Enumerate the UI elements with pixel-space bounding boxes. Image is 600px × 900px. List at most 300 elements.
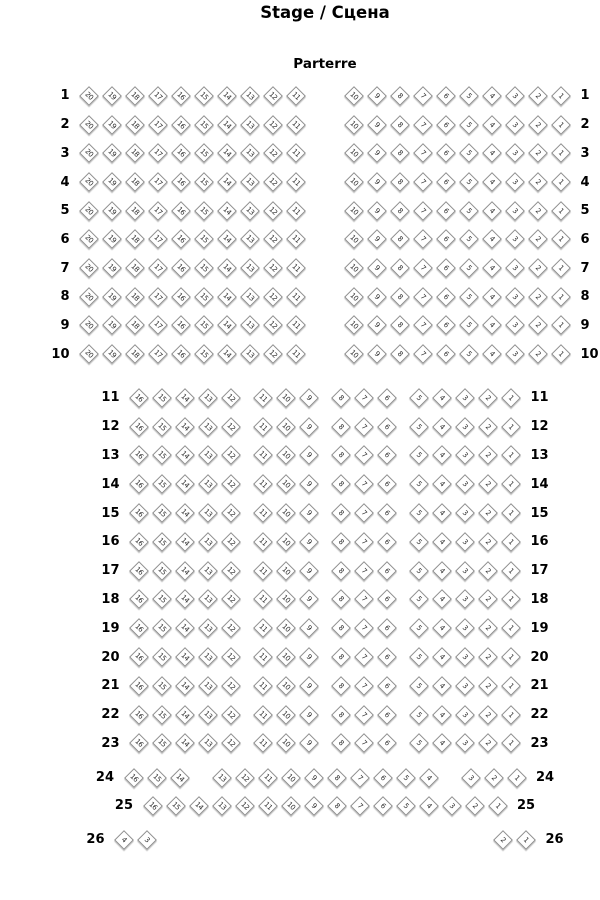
seat[interactable] — [343, 228, 366, 251]
seat[interactable] — [550, 84, 573, 107]
seat[interactable] — [477, 502, 500, 525]
seat[interactable] — [197, 646, 220, 669]
seat[interactable] — [298, 674, 321, 697]
seat[interactable] — [353, 646, 376, 669]
seat[interactable] — [78, 113, 101, 136]
seat[interactable] — [408, 588, 431, 611]
seat[interactable] — [376, 732, 399, 755]
seat[interactable] — [353, 674, 376, 697]
seat[interactable] — [481, 171, 504, 194]
seat[interactable] — [262, 142, 285, 165]
seat[interactable] — [239, 171, 262, 194]
seat[interactable] — [279, 794, 302, 817]
seat[interactable] — [431, 415, 454, 438]
seat[interactable] — [454, 386, 477, 409]
seat[interactable] — [252, 617, 275, 640]
seat[interactable] — [174, 386, 197, 409]
seat[interactable] — [262, 84, 285, 107]
seat[interactable] — [412, 199, 435, 222]
seat[interactable] — [330, 386, 353, 409]
seat[interactable] — [500, 732, 523, 755]
seat[interactable] — [412, 84, 435, 107]
seat[interactable] — [147, 228, 170, 251]
seat[interactable] — [275, 674, 298, 697]
seat[interactable] — [481, 228, 504, 251]
seat[interactable] — [515, 828, 538, 851]
seat[interactable] — [197, 444, 220, 467]
seat[interactable] — [78, 257, 101, 280]
seat[interactable] — [252, 502, 275, 525]
seat[interactable] — [151, 415, 174, 438]
seat[interactable] — [454, 473, 477, 496]
seat[interactable] — [101, 171, 124, 194]
seat[interactable] — [504, 228, 527, 251]
seat[interactable] — [431, 588, 454, 611]
seat[interactable] — [325, 766, 348, 789]
seat[interactable] — [128, 415, 151, 438]
seat[interactable] — [343, 171, 366, 194]
seat[interactable] — [376, 444, 399, 467]
seat[interactable] — [220, 703, 243, 726]
seat[interactable] — [128, 530, 151, 553]
seat[interactable] — [279, 766, 302, 789]
seat[interactable] — [298, 732, 321, 755]
seat[interactable] — [252, 386, 275, 409]
seat[interactable] — [275, 617, 298, 640]
seat[interactable] — [170, 228, 193, 251]
seat[interactable] — [477, 588, 500, 611]
seat[interactable] — [298, 473, 321, 496]
seat[interactable] — [128, 703, 151, 726]
seat[interactable] — [481, 142, 504, 165]
seat[interactable] — [477, 386, 500, 409]
seat[interactable] — [298, 530, 321, 553]
seat[interactable] — [220, 386, 243, 409]
seat[interactable] — [550, 199, 573, 222]
seat[interactable] — [458, 113, 481, 136]
seat[interactable] — [193, 314, 216, 337]
seat[interactable] — [417, 766, 440, 789]
seat[interactable] — [216, 199, 239, 222]
seat[interactable] — [128, 559, 151, 582]
seat[interactable] — [412, 285, 435, 308]
seat[interactable] — [431, 473, 454, 496]
seat[interactable] — [252, 674, 275, 697]
seat[interactable] — [124, 343, 147, 366]
seat[interactable] — [147, 343, 170, 366]
seat[interactable] — [174, 502, 197, 525]
seat[interactable] — [164, 794, 187, 817]
seat[interactable] — [252, 703, 275, 726]
seat[interactable] — [252, 646, 275, 669]
seat[interactable] — [408, 703, 431, 726]
seat[interactable] — [408, 617, 431, 640]
seat[interactable] — [197, 530, 220, 553]
seat[interactable] — [298, 502, 321, 525]
seat[interactable] — [298, 415, 321, 438]
seat[interactable] — [481, 343, 504, 366]
seat[interactable] — [252, 588, 275, 611]
seat[interactable] — [302, 766, 325, 789]
seat[interactable] — [366, 113, 389, 136]
seat[interactable] — [431, 732, 454, 755]
seat[interactable] — [174, 674, 197, 697]
seat[interactable] — [389, 171, 412, 194]
seat[interactable] — [174, 646, 197, 669]
seat[interactable] — [252, 444, 275, 467]
seat[interactable] — [376, 617, 399, 640]
seat[interactable] — [454, 674, 477, 697]
seat[interactable] — [431, 674, 454, 697]
seat[interactable] — [197, 617, 220, 640]
seat[interactable] — [330, 473, 353, 496]
seat[interactable] — [366, 285, 389, 308]
seat[interactable] — [78, 171, 101, 194]
seat[interactable] — [353, 703, 376, 726]
seat[interactable] — [147, 84, 170, 107]
seat[interactable] — [275, 415, 298, 438]
seat[interactable] — [376, 559, 399, 582]
seat[interactable] — [477, 559, 500, 582]
seat[interactable] — [500, 530, 523, 553]
seat[interactable] — [239, 142, 262, 165]
seat[interactable] — [550, 113, 573, 136]
seat[interactable] — [193, 257, 216, 280]
seat[interactable] — [458, 257, 481, 280]
seat[interactable] — [343, 257, 366, 280]
seat[interactable] — [500, 473, 523, 496]
seat[interactable] — [210, 794, 233, 817]
seat[interactable] — [550, 228, 573, 251]
seat[interactable] — [330, 732, 353, 755]
seat[interactable] — [500, 559, 523, 582]
seat[interactable] — [275, 559, 298, 582]
seat[interactable] — [220, 502, 243, 525]
seat[interactable] — [124, 257, 147, 280]
seat[interactable] — [216, 113, 239, 136]
seat[interactable] — [275, 588, 298, 611]
seat[interactable] — [454, 617, 477, 640]
seat[interactable] — [348, 794, 371, 817]
seat[interactable] — [147, 285, 170, 308]
seat[interactable] — [458, 285, 481, 308]
seat[interactable] — [239, 199, 262, 222]
seat[interactable] — [412, 228, 435, 251]
seat[interactable] — [197, 502, 220, 525]
seat[interactable] — [275, 530, 298, 553]
seat[interactable] — [353, 386, 376, 409]
seat[interactable] — [504, 142, 527, 165]
seat[interactable] — [389, 285, 412, 308]
seat[interactable] — [394, 794, 417, 817]
seat[interactable] — [477, 732, 500, 755]
seat[interactable] — [302, 794, 325, 817]
seat[interactable] — [174, 444, 197, 467]
seat[interactable] — [275, 732, 298, 755]
seat[interactable] — [330, 674, 353, 697]
seat[interactable] — [477, 473, 500, 496]
seat[interactable] — [366, 343, 389, 366]
seat[interactable] — [239, 285, 262, 308]
seat[interactable] — [500, 703, 523, 726]
seat[interactable] — [174, 732, 197, 755]
seat[interactable] — [458, 171, 481, 194]
seat[interactable] — [170, 199, 193, 222]
seat[interactable] — [408, 732, 431, 755]
seat[interactable] — [101, 142, 124, 165]
seat[interactable] — [151, 559, 174, 582]
seat[interactable] — [389, 257, 412, 280]
seat[interactable] — [371, 794, 394, 817]
seat[interactable] — [193, 285, 216, 308]
seat[interactable] — [353, 473, 376, 496]
seat[interactable] — [366, 171, 389, 194]
seat[interactable] — [101, 199, 124, 222]
seat[interactable] — [482, 766, 505, 789]
seat[interactable] — [151, 646, 174, 669]
seat[interactable] — [216, 343, 239, 366]
seat[interactable] — [220, 674, 243, 697]
seat[interactable] — [458, 314, 481, 337]
seat[interactable] — [435, 343, 458, 366]
seat[interactable] — [477, 530, 500, 553]
seat[interactable] — [216, 84, 239, 107]
seat[interactable] — [527, 113, 550, 136]
seat[interactable] — [454, 502, 477, 525]
seat[interactable] — [389, 314, 412, 337]
seat[interactable] — [239, 228, 262, 251]
seat[interactable] — [389, 113, 412, 136]
seat[interactable] — [239, 113, 262, 136]
seat[interactable] — [170, 257, 193, 280]
seat[interactable] — [435, 199, 458, 222]
seat[interactable] — [262, 285, 285, 308]
seat[interactable] — [252, 732, 275, 755]
seat[interactable] — [220, 617, 243, 640]
seat[interactable] — [500, 444, 523, 467]
seat[interactable] — [193, 142, 216, 165]
seat[interactable] — [285, 343, 308, 366]
seat[interactable] — [527, 171, 550, 194]
seat[interactable] — [262, 257, 285, 280]
seat[interactable] — [298, 703, 321, 726]
seat[interactable] — [285, 113, 308, 136]
seat[interactable] — [170, 314, 193, 337]
seat[interactable] — [113, 828, 136, 851]
seat[interactable] — [193, 113, 216, 136]
seat[interactable] — [330, 703, 353, 726]
seat[interactable] — [458, 228, 481, 251]
seat[interactable] — [412, 171, 435, 194]
seat[interactable] — [459, 766, 482, 789]
seat[interactable] — [78, 199, 101, 222]
seat[interactable] — [527, 228, 550, 251]
seat[interactable] — [147, 314, 170, 337]
seat[interactable] — [216, 171, 239, 194]
seat[interactable] — [174, 617, 197, 640]
seat[interactable] — [101, 257, 124, 280]
seat[interactable] — [481, 257, 504, 280]
seat[interactable] — [128, 674, 151, 697]
seat[interactable] — [504, 113, 527, 136]
seat[interactable] — [477, 444, 500, 467]
seat[interactable] — [233, 766, 256, 789]
seat[interactable] — [366, 199, 389, 222]
seat[interactable] — [504, 285, 527, 308]
seat[interactable] — [431, 530, 454, 553]
seat[interactable] — [504, 343, 527, 366]
seat[interactable] — [550, 257, 573, 280]
seat[interactable] — [78, 343, 101, 366]
seat[interactable] — [389, 142, 412, 165]
seat[interactable] — [371, 766, 394, 789]
seat[interactable] — [504, 257, 527, 280]
seat[interactable] — [128, 646, 151, 669]
seat[interactable] — [431, 444, 454, 467]
seat[interactable] — [168, 766, 191, 789]
seat[interactable] — [458, 142, 481, 165]
seat[interactable] — [408, 473, 431, 496]
seat[interactable] — [220, 444, 243, 467]
seat[interactable] — [435, 314, 458, 337]
seat[interactable] — [376, 703, 399, 726]
seat[interactable] — [412, 142, 435, 165]
seat[interactable] — [330, 588, 353, 611]
seat[interactable] — [454, 415, 477, 438]
seat[interactable] — [408, 674, 431, 697]
seat[interactable] — [366, 314, 389, 337]
seat[interactable] — [101, 314, 124, 337]
seat[interactable] — [101, 285, 124, 308]
seat[interactable] — [408, 559, 431, 582]
seat[interactable] — [412, 314, 435, 337]
seat[interactable] — [408, 530, 431, 553]
seat[interactable] — [216, 228, 239, 251]
seat[interactable] — [431, 703, 454, 726]
seat[interactable] — [220, 473, 243, 496]
seat[interactable] — [353, 415, 376, 438]
seat[interactable] — [285, 84, 308, 107]
seat[interactable] — [330, 444, 353, 467]
seat[interactable] — [408, 502, 431, 525]
seat[interactable] — [389, 84, 412, 107]
seat[interactable] — [128, 732, 151, 755]
seat[interactable] — [174, 530, 197, 553]
seat[interactable] — [275, 386, 298, 409]
seat[interactable] — [101, 228, 124, 251]
seat[interactable] — [128, 473, 151, 496]
seat[interactable] — [394, 766, 417, 789]
seat[interactable] — [550, 285, 573, 308]
seat[interactable] — [408, 646, 431, 669]
seat[interactable] — [527, 199, 550, 222]
seat[interactable] — [262, 228, 285, 251]
seat[interactable] — [262, 343, 285, 366]
seat[interactable] — [239, 343, 262, 366]
seat[interactable] — [353, 732, 376, 755]
seat[interactable] — [376, 502, 399, 525]
seat[interactable] — [124, 199, 147, 222]
seat[interactable] — [197, 674, 220, 697]
seat[interactable] — [101, 113, 124, 136]
seat[interactable] — [239, 84, 262, 107]
seat[interactable] — [239, 257, 262, 280]
seat[interactable] — [412, 343, 435, 366]
seat[interactable] — [389, 343, 412, 366]
seat[interactable] — [431, 617, 454, 640]
seat[interactable] — [174, 703, 197, 726]
seat[interactable] — [376, 588, 399, 611]
seat[interactable] — [151, 473, 174, 496]
seat[interactable] — [151, 502, 174, 525]
seat[interactable] — [128, 588, 151, 611]
seat[interactable] — [216, 257, 239, 280]
seat[interactable] — [197, 415, 220, 438]
seat[interactable] — [343, 199, 366, 222]
seat[interactable] — [216, 314, 239, 337]
seat[interactable] — [550, 171, 573, 194]
seat[interactable] — [239, 314, 262, 337]
seat[interactable] — [477, 617, 500, 640]
seat[interactable] — [550, 343, 573, 366]
seat[interactable] — [78, 314, 101, 337]
seat[interactable] — [500, 674, 523, 697]
seat[interactable] — [151, 703, 174, 726]
seat[interactable] — [366, 228, 389, 251]
seat[interactable] — [193, 84, 216, 107]
seat[interactable] — [330, 617, 353, 640]
seat[interactable] — [298, 617, 321, 640]
seat[interactable] — [477, 646, 500, 669]
seat[interactable] — [454, 732, 477, 755]
seat[interactable] — [343, 285, 366, 308]
seat[interactable] — [193, 228, 216, 251]
seat[interactable] — [431, 386, 454, 409]
seat[interactable] — [262, 171, 285, 194]
seat[interactable] — [454, 588, 477, 611]
seat[interactable] — [151, 530, 174, 553]
seat[interactable] — [435, 84, 458, 107]
seat[interactable] — [348, 766, 371, 789]
seat[interactable] — [147, 199, 170, 222]
seat[interactable] — [285, 257, 308, 280]
seat[interactable] — [151, 444, 174, 467]
seat[interactable] — [285, 314, 308, 337]
seat[interactable] — [343, 84, 366, 107]
seat[interactable] — [477, 415, 500, 438]
seat[interactable] — [504, 314, 527, 337]
seat[interactable] — [298, 559, 321, 582]
seat[interactable] — [431, 502, 454, 525]
seat[interactable] — [366, 142, 389, 165]
seat[interactable] — [477, 674, 500, 697]
seat[interactable] — [256, 766, 279, 789]
seat[interactable] — [500, 415, 523, 438]
seat[interactable] — [78, 142, 101, 165]
seat[interactable] — [376, 646, 399, 669]
seat[interactable] — [285, 142, 308, 165]
seat[interactable] — [275, 646, 298, 669]
seat[interactable] — [454, 703, 477, 726]
seat[interactable] — [124, 171, 147, 194]
seat[interactable] — [353, 559, 376, 582]
seat[interactable] — [376, 386, 399, 409]
seat[interactable] — [325, 794, 348, 817]
seat[interactable] — [216, 285, 239, 308]
seat[interactable] — [101, 343, 124, 366]
seat[interactable] — [147, 171, 170, 194]
seat[interactable] — [124, 228, 147, 251]
